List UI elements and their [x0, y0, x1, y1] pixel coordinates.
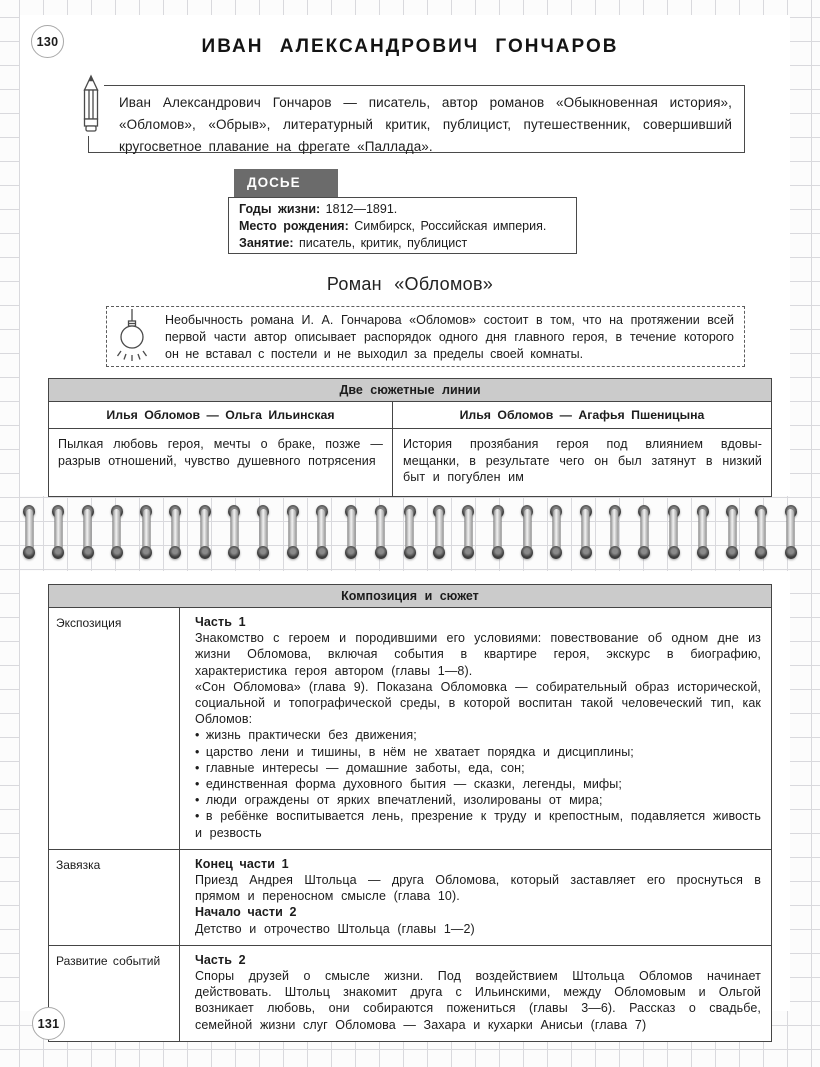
- binding-ring-bar: [787, 509, 794, 555]
- dossier-row-label: Место рождения:: [239, 218, 349, 233]
- binding-ring: [609, 504, 621, 560]
- plotlines-cell: Пылкая любовь героя, мечты о браке, позже — разрыв отношений, чувство душевного потрясения: [49, 429, 393, 496]
- binding-ring-bar: [26, 509, 33, 555]
- binding-ring: [462, 504, 474, 560]
- content-heading: Часть 2: [195, 952, 246, 967]
- binding-ring: [404, 504, 416, 560]
- dossier-row-label: Занятие:: [239, 235, 294, 250]
- page-number-bottom: 131: [32, 1007, 65, 1040]
- page-title: ИВАН АЛЕКСАНДРОВИЧ ГОНЧАРОВ: [201, 36, 619, 57]
- binding-ring: [521, 504, 533, 560]
- spiral-binding: [23, 504, 797, 560]
- binding-ring-bar: [670, 509, 677, 555]
- dossier-row: Занятие: писатель, критик, публицист: [239, 235, 468, 250]
- binding-ring-bar: [318, 509, 325, 555]
- binding-ring: [52, 504, 64, 560]
- note-box: [106, 306, 745, 367]
- binding-ring: [287, 504, 299, 560]
- binding-ring-bar: [406, 509, 413, 555]
- plotlines-column-header: Илья Обломов — Агафья Пшеницына: [459, 408, 705, 422]
- binding-ring: [375, 504, 387, 560]
- binding-ring-bar: [524, 509, 531, 555]
- binding-ring-bar: [758, 509, 765, 555]
- binding-ring-bar: [143, 509, 150, 555]
- binding-ring: [785, 504, 797, 560]
- binding-ring-bar: [494, 509, 501, 555]
- binding-ring: [140, 504, 152, 560]
- section-heading: Роман «Обломов»: [326, 274, 494, 294]
- binding-ring: [697, 504, 709, 560]
- composition-row: [49, 849, 771, 945]
- composition-table-title: Композиция и сюжет: [49, 585, 771, 608]
- binding-ring-bar: [582, 509, 589, 555]
- content-paragraph: Споры друзей о смысле жизни. Под воздействием Штольца Обломов начинает действовать. Штольц знакомит друга с Ильинскими, между Обломовым и Ольгой возникает любовь, они собираются пожениться (главы 3—6). Рассказ о свадьбе, семейной жизни слуг Обломова — Захара и кухарки Анисьи (глава 7): [195, 969, 761, 1032]
- content-heading: Часть 1: [195, 615, 246, 629]
- content-paragraph: Приезд Андрея Штольца — друга Обломова, который заставляет его проснуться в прямом и переносном смысле (глава 10).: [195, 873, 761, 904]
- binding-ring-bar: [113, 509, 120, 555]
- binding-ring: [316, 504, 328, 560]
- binding-ring: [550, 504, 562, 560]
- binding-ring-bar: [699, 509, 706, 555]
- binding-ring: [668, 504, 680, 560]
- lightbulb-icon: [113, 309, 149, 364]
- content-paragraph: «Сон Обломова» (глава 9). Показана Обломовка — собирательный образ исторической, социальной и топографической среды, в которой воспитан такой человеческий тип, как Обломов:: [195, 679, 761, 727]
- content-bullet: • жизнь практически без движения;: [195, 728, 417, 743]
- binding-ring: [199, 504, 211, 560]
- binding-ring: [23, 504, 35, 560]
- binding-ring-bar: [348, 509, 355, 555]
- composition-row-content: [180, 850, 771, 945]
- binding-ring: [82, 504, 94, 560]
- binding-ring-bar: [465, 509, 472, 555]
- note-text: Необычность романа И. А. Гончарова «Обломов» состоит в том, что на протяжении всей первой части автор описывает распорядок одного дня главного героя, в течение которого он не вставал с постели и не выходил за пределы своей комнаты.: [165, 313, 734, 361]
- binding-ring-bar: [289, 509, 296, 555]
- composition-row-content: [180, 608, 771, 849]
- composition-row: [49, 945, 771, 1041]
- binding-ring-bar: [729, 509, 736, 555]
- binding-ring: [345, 504, 357, 560]
- plotlines-table: [48, 378, 772, 497]
- pencil-icon: [77, 72, 104, 136]
- content-bullet: • главные интересы — домашние заботы, еда, сон;: [195, 760, 525, 775]
- binding-ring: [492, 504, 504, 560]
- binding-ring-bar: [436, 509, 443, 555]
- composition-row-label: Развитие событий: [49, 946, 180, 1041]
- binding-ring-bar: [172, 509, 179, 555]
- binding-ring: [433, 504, 445, 560]
- binding-ring-bar: [231, 509, 238, 555]
- content-paragraph: Знакомство с героем и породившими его условиями: повествование об одном дне из жизни Обломова, включая события в квартире героя, экскурс в биографию, характеристика героя автором (главы 1—8).: [195, 631, 761, 678]
- binding-ring-bar: [260, 509, 267, 555]
- author-intro-box: [88, 85, 745, 153]
- composition-row-label: Завязка: [49, 850, 180, 945]
- content-bullet: • люди ограждены от ярких впечатлений, изолированы от мира;: [195, 793, 603, 808]
- binding-ring-bar: [84, 509, 91, 555]
- binding-ring: [638, 504, 650, 560]
- binding-ring: [169, 504, 181, 560]
- plotlines-column-header: Илья Обломов — Ольга Ильинская: [49, 402, 393, 428]
- binding-ring-bar: [641, 509, 648, 555]
- composition-table: [48, 584, 772, 1042]
- binding-ring-bar: [55, 509, 62, 555]
- content-heading: Начало части 2: [195, 905, 297, 920]
- binding-ring: [228, 504, 240, 560]
- plotlines-body-row: [49, 429, 771, 496]
- dossier-box: [228, 197, 577, 254]
- dossier-row-label: Годы жизни:: [239, 202, 321, 216]
- content-paragraph: Детство и отрочество Штольца (главы 1—2): [195, 921, 475, 936]
- dossier-row: Годы жизни: 1812—1891.: [239, 202, 398, 216]
- content-bullet: • царство лени и тишины, в нём не хватает порядка и дисциплины;: [195, 744, 634, 759]
- binding-ring-bar: [611, 509, 618, 555]
- composition-row-content: [180, 946, 771, 1041]
- composition-row-label: Экспозиция: [49, 608, 180, 849]
- dossier-row: Место рождения: Симбирск, Российская империя.: [239, 218, 547, 233]
- content-bullet: • единственная форма духовного бытия — сказки, легенды, мифы;: [195, 777, 622, 792]
- binding-ring: [755, 504, 767, 560]
- binding-ring: [580, 504, 592, 560]
- binding-ring-bar: [553, 509, 560, 555]
- composition-row: [49, 608, 771, 849]
- binding-ring: [726, 504, 738, 560]
- plotlines-cell: История прозябания героя под влиянием вдовы-мещанки, в результате чего он был затянут в низкий быт и погублен им: [403, 437, 762, 484]
- content-heading: Конец части 1: [195, 856, 289, 871]
- binding-ring-bar: [377, 509, 384, 555]
- page-number-top: 130: [31, 25, 64, 58]
- binding-ring: [111, 504, 123, 560]
- binding-ring: [257, 504, 269, 560]
- plotlines-column-headers: [49, 402, 771, 429]
- content-bullet: • в ребёнке воспитывается лень, презрение к труду и крепостным, подавляется живость и резвость: [195, 809, 761, 840]
- intro-text: Иван Александрович Гончаров — писатель, автор романов «Обыкновенная история», «Обломов», «Обрыв», литературный критик, публицист, путешественник, совершивший кругосветное плавание на фрегате «Паллада».: [119, 95, 732, 154]
- binding-ring-bar: [201, 509, 208, 555]
- dossier-tab: ДОСЬЕ: [234, 169, 338, 197]
- plotlines-table-title: Две сюжетные линии: [49, 379, 771, 402]
